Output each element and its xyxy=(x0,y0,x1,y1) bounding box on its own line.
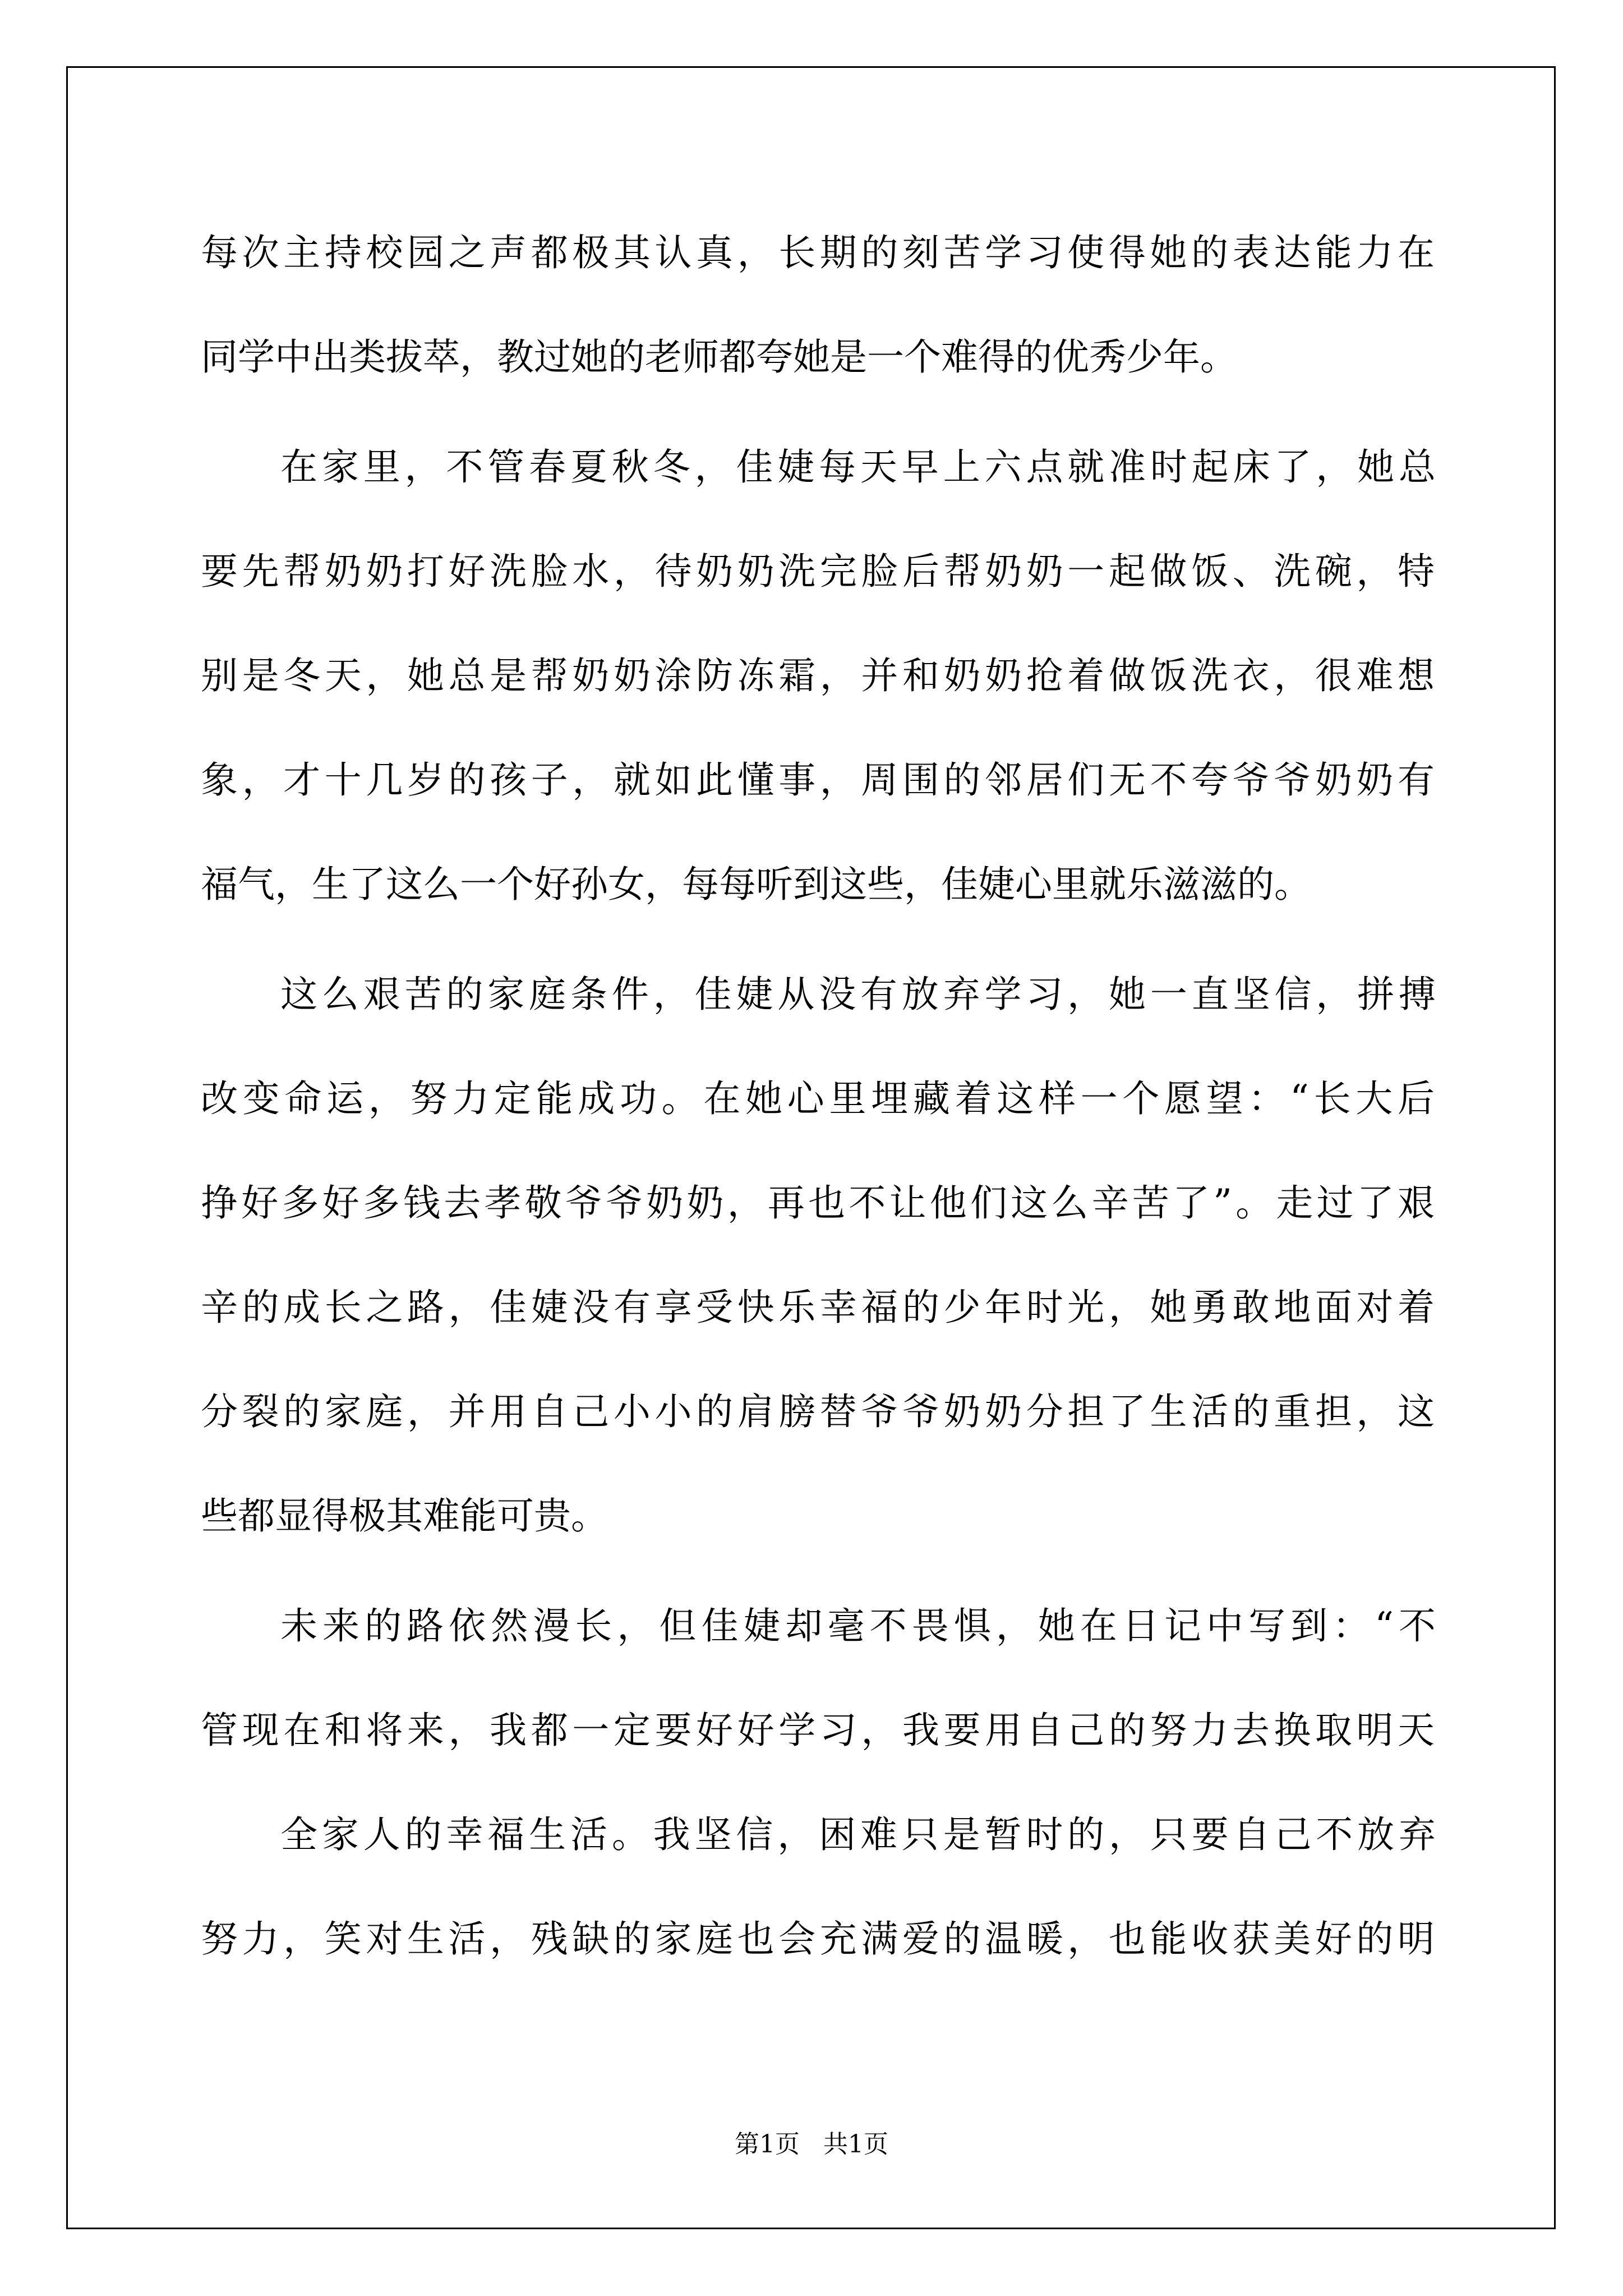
text-line-16: 全家人的幸福生活。我坚信，困难只是暂时的，只要自己不放弃 xyxy=(280,1813,1436,1856)
text-line-6: 象，才十几岁的孩子，就如此懂事，周围的邻居们无不夸爷爷奶奶有 xyxy=(201,758,1435,802)
text-line-8: 这么艰苦的家庭条件，佳婕从没有放弃学习，她一直坚信，拼搏 xyxy=(280,973,1436,1016)
text-line-10: 挣好多好多钱去孝敬爷爷奶奶，再也不让他们这么辛苦了”。走过了艰 xyxy=(201,1181,1435,1225)
text-line-5: 别是冬天，她总是帮奶奶涂防冻霜，并和奶奶抢着做饭洗衣，很难想 xyxy=(201,654,1435,697)
text-line-3: 在家里，不管春夏秋冬，佳婕每天早上六点就准时起床了，她总 xyxy=(280,445,1436,489)
text-line-12: 分裂的家庭，并用自己小小的肩膀替爷爷奶奶分担了生活的重担，这 xyxy=(201,1390,1435,1433)
text-line-11: 辛的成长之路，佳婕没有享受快乐幸福的少年时光，她勇敢地面对着 xyxy=(201,1286,1435,1329)
page-border xyxy=(66,66,1556,2229)
text-line-13: 些都显得极其难能可贵。 xyxy=(201,1494,608,1538)
text-line-17: 努力，笑对生活，残缺的家庭也会充满爱的温暖，也能收获美好的明 xyxy=(201,1917,1435,1961)
page-footer: 第1页 共1页 xyxy=(735,2130,888,2159)
text-line-2: 同学中出类拔萃，教过她的老师都夸她是一个难得的优秀少年。 xyxy=(201,335,1237,379)
text-line-4: 要先帮奶奶打好洗脸水，待奶奶洗完脸后帮奶奶一起做饭、洗碗，特 xyxy=(201,550,1435,593)
text-line-14: 未来的路依然漫长，但佳婕却毫不畏惧，她在日记中写到：“不 xyxy=(280,1604,1436,1648)
text-line-1: 每次主持校园之声都极其认真，长期的刻苦学习使得她的表达能力在 xyxy=(201,231,1435,274)
text-line-15: 管现在和将来，我都一定要好好学习，我要用自己的努力去换取明天 xyxy=(201,1709,1435,1752)
text-line-7: 福气，生了这么一个好孙女，每每听到这些，佳婕心里就乐滋滋的。 xyxy=(201,863,1311,906)
text-line-9: 改变命运，努力定能成功。在她心里埋藏着这样一个愿望：“长大后 xyxy=(201,1077,1435,1120)
